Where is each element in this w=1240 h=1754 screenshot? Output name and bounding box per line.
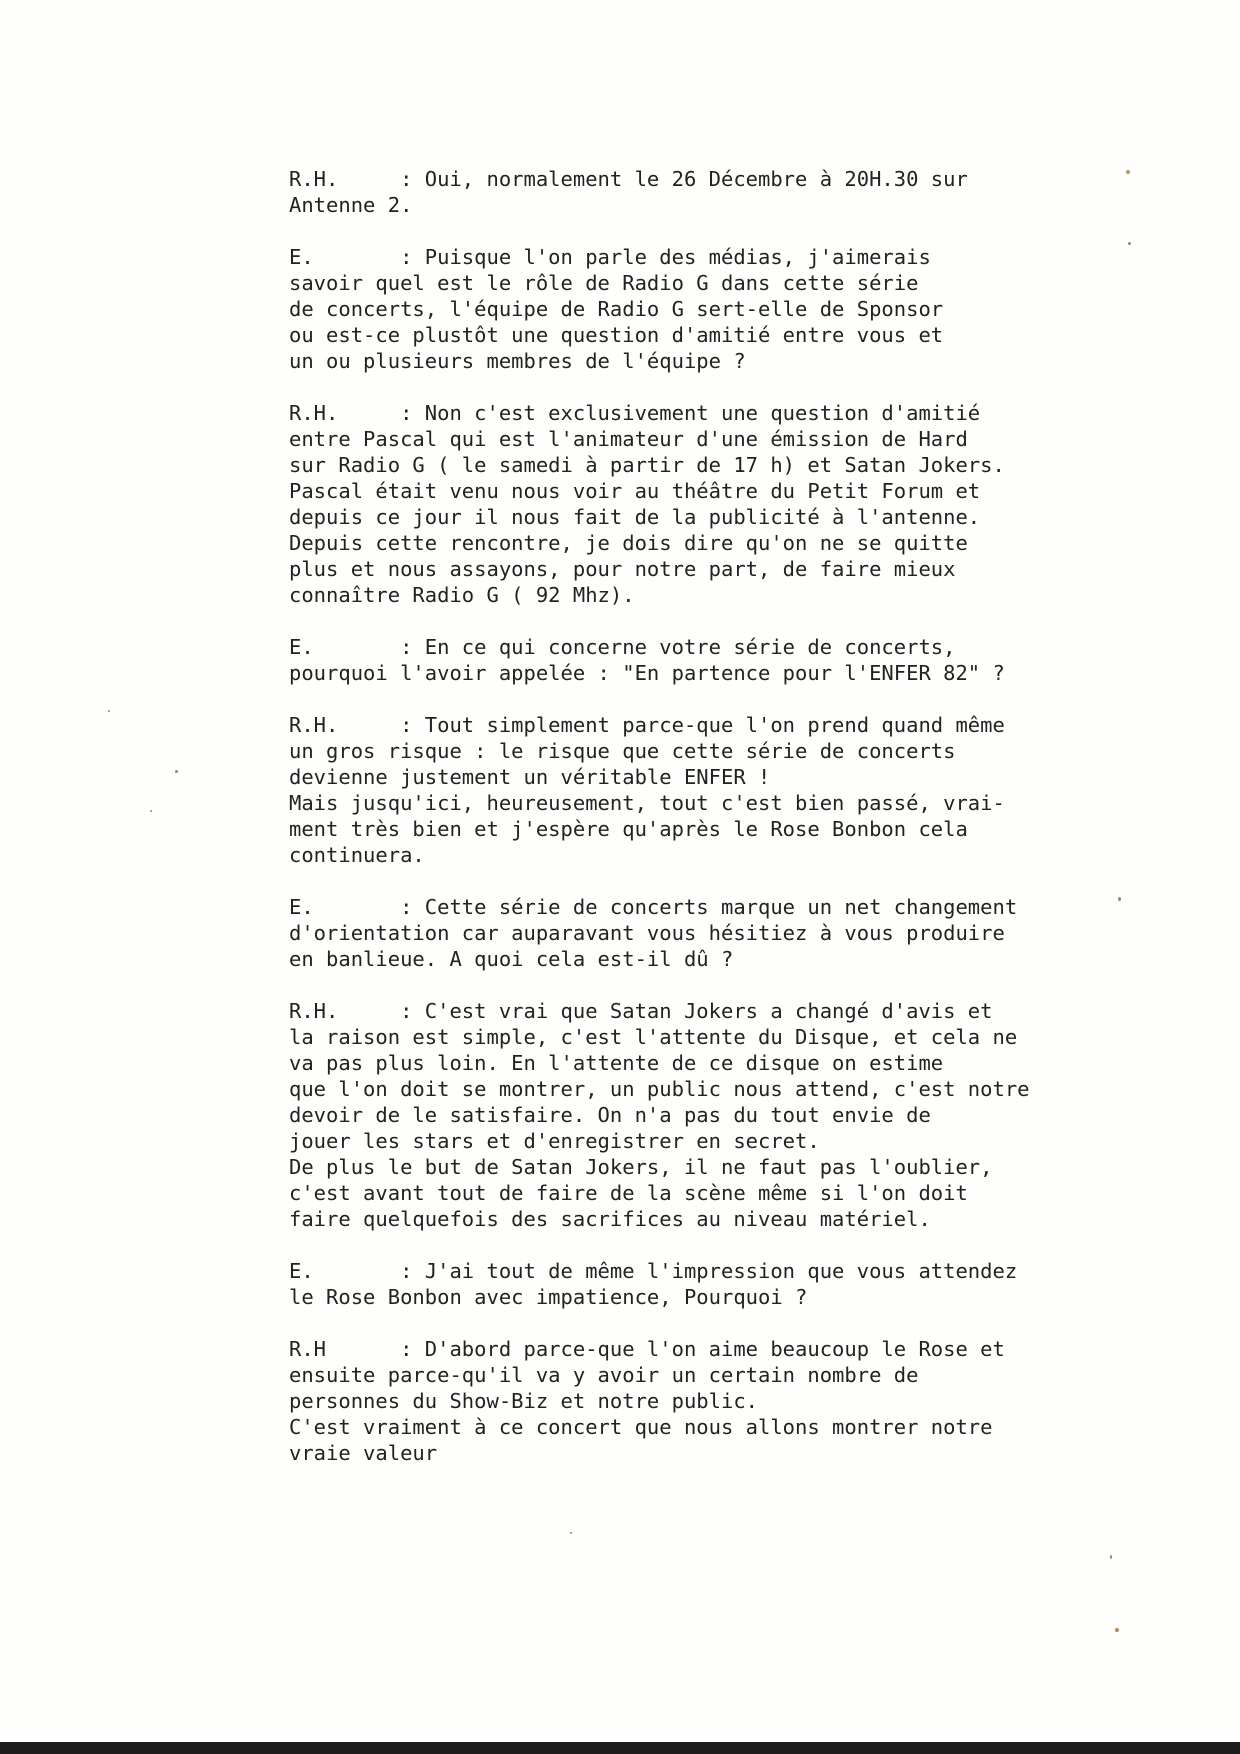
paragraph-9 bbox=[289, 1336, 1169, 1466]
scan-speck bbox=[1128, 242, 1131, 245]
paragraph-4 bbox=[289, 634, 1169, 686]
text-line: un ou plusieurs membres de l'équipe ? bbox=[289, 349, 746, 373]
text-line: pourquoi l'avoir appelée : "En partence pour l'ENFER 82" ? bbox=[289, 661, 1005, 685]
text-line: Antenne 2. bbox=[289, 193, 413, 217]
text-line: E. : En ce qui concerne votre série de concerts, bbox=[289, 635, 956, 659]
text-line: de concerts, l'équipe de Radio G sert-elle de Sponsor bbox=[289, 297, 944, 321]
text-line: R.H. : Oui, normalement le 26 Décembre à 20H.30 sur bbox=[289, 167, 968, 191]
scan-speck bbox=[1115, 1628, 1119, 1632]
scan-speck bbox=[570, 1532, 572, 1534]
text-line: personnes du Show-Biz et notre public. bbox=[289, 1389, 758, 1413]
text-line: E. : Cette série de concerts marque un net changement bbox=[289, 895, 1018, 919]
scan-speck bbox=[1118, 897, 1121, 901]
interview-text bbox=[289, 166, 1169, 1492]
text-line: que l'on doit se montrer, un public nous attend, c'est notre bbox=[289, 1077, 1030, 1101]
paragraph-5 bbox=[289, 712, 1169, 868]
text-line: va pas plus loin. En l'attente de ce disque on estime bbox=[289, 1051, 944, 1075]
paragraph-2 bbox=[289, 244, 1169, 374]
text-line: Depuis cette rencontre, je dois dire qu'on ne se quitte bbox=[289, 531, 968, 555]
scan-speck bbox=[150, 810, 152, 812]
text-line: E. : J'ai tout de même l'impression que vous attendez bbox=[289, 1259, 1018, 1283]
text-line: ensuite parce-qu'il va y avoir un certain nombre de bbox=[289, 1363, 919, 1387]
scan-speck bbox=[108, 710, 110, 712]
scan-speck bbox=[175, 770, 178, 773]
text-line: C'est vraiment à ce concert que nous allons montrer notre bbox=[289, 1415, 993, 1439]
text-line: depuis ce jour il nous fait de la publicité à l'antenne. bbox=[289, 505, 981, 529]
paragraph-3 bbox=[289, 400, 1169, 608]
text-line: connaître Radio G ( 92 Mhz). bbox=[289, 583, 635, 607]
text-line: vraie valeur bbox=[289, 1441, 438, 1465]
text-line: plus et nous assayons, pour notre part, de faire mieux bbox=[289, 557, 956, 581]
text-line: ment très bien et j'espère qu'après le Rose Bonbon cela bbox=[289, 817, 968, 841]
scan-speck bbox=[1126, 170, 1130, 174]
text-line: c'est avant tout de faire de la scène même si l'on doit bbox=[289, 1181, 968, 1205]
text-line: De plus le but de Satan Jokers, il ne faut pas l'oublier, bbox=[289, 1155, 993, 1179]
scan-speck bbox=[1110, 1555, 1112, 1559]
text-line: un gros risque : le risque que cette série de concerts bbox=[289, 739, 956, 763]
paragraph-1 bbox=[289, 166, 1169, 218]
text-line: d'orientation car auparavant vous hésitiez à vous produire bbox=[289, 921, 1005, 945]
text-line: E. : Puisque l'on parle des médias, j'aimerais bbox=[289, 245, 931, 269]
paragraph-6 bbox=[289, 894, 1169, 972]
text-line: devoir de le satisfaire. On n'a pas du tout envie de bbox=[289, 1103, 931, 1127]
text-line: R.H. : Non c'est exclusivement une question d'amitié bbox=[289, 401, 981, 425]
paragraph-7 bbox=[289, 998, 1169, 1232]
text-line: R.H. : Tout simplement parce-que l'on prend quand même bbox=[289, 713, 1005, 737]
paragraph-8 bbox=[289, 1258, 1169, 1310]
scan-bottom-edge bbox=[0, 1742, 1240, 1754]
text-line: devienne justement un véritable ENFER ! bbox=[289, 765, 771, 789]
text-line: jouer les stars et d'enregistrer en secret. bbox=[289, 1129, 820, 1153]
text-line: le Rose Bonbon avec impatience, Pourquoi ? bbox=[289, 1285, 808, 1309]
text-line: ou est-ce plustôt une question d'amitié entre vous et bbox=[289, 323, 944, 347]
text-line: en banlieue. A quoi cela est-il dû ? bbox=[289, 947, 734, 971]
text-line: continuera. bbox=[289, 843, 425, 867]
text-line: Mais jusqu'ici, heureusement, tout c'est bien passé, vrai- bbox=[289, 791, 1005, 815]
text-line: savoir quel est le rôle de Radio G dans cette série bbox=[289, 271, 919, 295]
text-line: entre Pascal qui est l'animateur d'une émission de Hard bbox=[289, 427, 968, 451]
text-line: la raison est simple, c'est l'attente du Disque, et cela ne bbox=[289, 1025, 1018, 1049]
text-line: Pascal était venu nous voir au théâtre du Petit Forum et bbox=[289, 479, 981, 503]
text-line: faire quelquefois des sacrifices au niveau matériel. bbox=[289, 1207, 931, 1231]
text-line: R.H. : C'est vrai que Satan Jokers a changé d'avis et bbox=[289, 999, 993, 1023]
text-line: R.H : D'abord parce-que l'on aime beaucoup le Rose et bbox=[289, 1337, 1005, 1361]
text-line: sur Radio G ( le samedi à partir de 17 h) et Satan Jokers. bbox=[289, 453, 1005, 477]
